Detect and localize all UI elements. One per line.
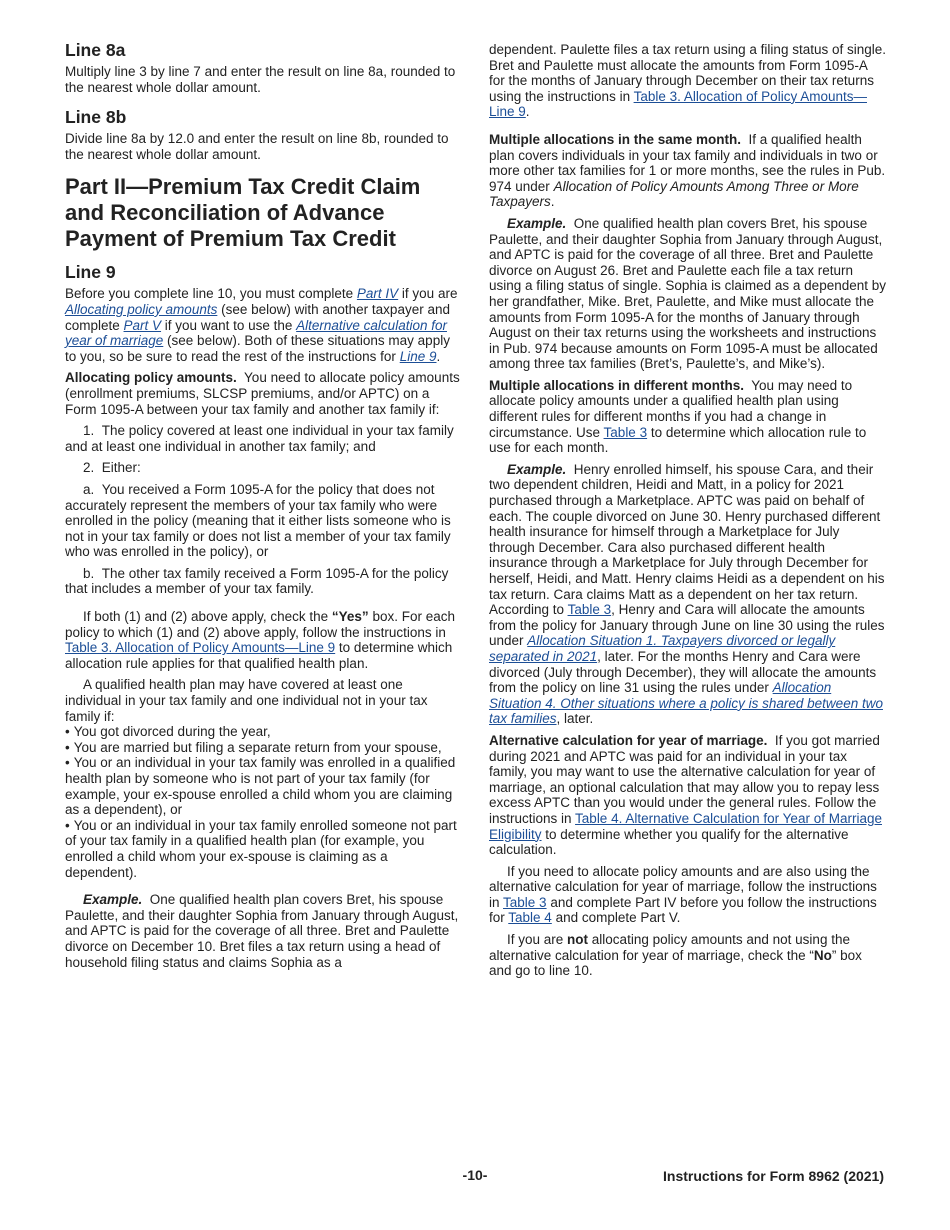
page-number: -10-	[462, 1167, 488, 1183]
example-label: Example.	[83, 892, 143, 908]
list-item: • You or an individual in your tax family enrolled someone not part of your tax family in a qualified health plan (for example, you enrolled a child whom your ex-spouse is claiming as a dependent).	[65, 818, 462, 880]
same-month-heading: Multiple allocations in the same month.	[489, 131, 742, 147]
allocating-heading: Allocating policy amounts.	[65, 370, 237, 386]
table4-link[interactable]: Table 4. Alternative Calculation for Year of Marriage Eligibility	[489, 810, 882, 842]
right-column	[489, 42, 886, 985]
example1-para: Example. One qualified health plan covers Bret, his spouse Paulette, and their daughter Sophia from January through August, and APTC is paid for the coverage of all three. Bret and Paulette divorce on August 26. Bret and Paulette each file a tax return using a filing status of single. Sophia is claimed as a dependent by her grandfather, Mike. Bret, Paulette, and Mike must allocate the amounts from Form 1095-A for the months of January through August on their tax returns using the worksheets and instructions in Pub. 974 because amounts on Form 1095-A must be allocated among three tax families (Bret’s, Paulette’s, and Mike’s).	[489, 215, 886, 372]
alternative-calculation-link[interactable]: Alternative calculation for year of marriage	[65, 317, 447, 349]
table3-link[interactable]: Table 3	[503, 894, 547, 910]
allocation-situation-4-link[interactable]: Allocation Situation 4. Other situations where a policy is shared between two tax families	[489, 680, 883, 727]
alt-calc-heading: Alternative calculation for year of marriage.	[489, 732, 768, 748]
line8a-text: Multiply line 3 by line 7 and enter the result on line 8a, rounded to the nearest whole dollar amount.	[65, 64, 456, 95]
part-v-link[interactable]: Part V	[123, 317, 162, 333]
table3-link[interactable]: Table 3	[603, 424, 648, 440]
allocation-situation-1-link[interactable]: Allocation Situation 1. Taxpayers divorced or legally separated in 2021	[489, 633, 836, 664]
alt-calc-para: Alternative calculation for year of marriage. If you got married during 2021 and APTC was paid for an individual in your tax family, you may want to use the alternative calculation for year of marriage, an optional calculation that may allow you to repay less excess APTC than you would under the general rules. Follow the instructions in Table 4. Alternative Calculation for Year of Marriage Eligibility to determine whether you qualify for the alternative calculation.	[489, 732, 882, 858]
qhp-intro: A qualified health plan may have covered at least one individual in your tax family and one individual not in your tax family if:	[65, 677, 428, 724]
allocating-policy-amounts-para: Allocating policy amounts. You need to allocate policy amounts (enrollment premiums, SLCSP premiums, and/or APTC) on a Form 1095-A between your tax family and another tax family if:	[65, 370, 460, 417]
condition-1: 1. The policy covered at least one individual in your tax family and at least one individual in another tax family; and	[65, 423, 454, 454]
condition-2a: a. You received a Form 1095-A for the policy that does not accurately represent the members of your tax family who were enrolled in the policy (meaning that it either lists someone who is not in your tax family or does not list a member of your tax family who was enrolled in the policy), or	[65, 481, 451, 560]
same-month-para: Multiple allocations in the same month. If a qualified health plan covers individuals in your tax family and individuals in two or more other tax families for 1 or more months, see the rules in Pub. 974 under Allocation of Policy Amounts Among Three or More Taxpayers.	[489, 131, 886, 210]
condition-2b: b. The other tax family received a Form 1095-A for the policy that includes a member of your tax family.	[65, 565, 449, 597]
condition-2: 2. Either:	[83, 460, 141, 476]
line8b-heading: Line 8b	[65, 107, 127, 128]
example2-para: Example. Henry enrolled himself, his spouse Cara, and their two dependent children, Heidi and Matt, in a policy for 2021 purchased through a Marketplace. APTC was paid on behalf of each. The couple divorced on June 30. Henry purchased different health insurance for himself through a Marketplace for July through December. Cara also purchased different health insurance through a Marketplace for July through December for herself, Heidi, and Matt. Henry claims Heidi as a dependent on his tax return. Cara claims Matt as a dependent on her tax return. According to Table 3, Henry and Cara will allocate the amounts from the policy for January through June on line 30 using the rules under Allocation Situation 1. Taxpayers divorced or legally separated in 2021, later. For the months Henry and Cara were divorced (July through December), they will allocate the amounts from the policy on line 31 using the rules under Allocation Situation 4. Other situations where a policy is shared between two tax families, later.	[489, 461, 885, 727]
line8a-heading: Line 8a	[65, 40, 126, 60]
table3-link[interactable]: Table 3	[567, 602, 612, 618]
yes-box-para: If both (1) and (2) above apply, check the “Yes” box. For each policy to which (1) and (2) above apply, follow the instructions in Table 3. Allocation of Policy Amounts—Line 9 to determine which allocation rule applies for that qualified health plan.	[65, 609, 455, 671]
example-label: Example.	[507, 461, 567, 477]
footer-title: Instructions for Form 8962 (2021)	[663, 1168, 884, 1184]
continued-example: dependent. Paulette files a tax return using a filing status of single. Bret and Paulette must allocate the amounts from Form 1095-A for the months of January through December on their tax returns using the instructions in Table 3. Allocation of Policy Amounts—Line 9.	[489, 42, 886, 120]
line9-intro: Before you complete line 10, you must complete Part IV if you are Allocating policy amounts (see below) with another taxpayer and complete Part V if you want to use the Alternative calculation for year of marriage (see below). Both of these situations may apply to you, so be sure to read the rest of the instructions for Line 9.	[65, 286, 458, 364]
example-para: Example. One qualified health plan covers Bret, his spouse Paulette, and their daughter Sophia from January through August, and APTC is paid for the coverage of all three. Bret and Paulette divorce on December 10. Bret files a tax return using a head of household filing status and claims Sophia as a	[65, 892, 459, 970]
line8b-text: Divide line 8a by 12.0 and enter the result on line 8b, rounded to the nearest whole dollar amount.	[65, 131, 449, 162]
no-box-para: If you are not allocating policy amounts and not using the alternative calculation for year of marriage, check the “No” box and go to line 10.	[489, 932, 862, 979]
table3-link[interactable]: Table 3. Allocation of Policy Amounts—Line 9	[65, 640, 336, 656]
part-iv-link[interactable]: Part IV	[356, 286, 399, 302]
table3-link[interactable]: Table 3. Allocation of Policy Amounts—Line 9	[489, 88, 867, 120]
list-item: • You are married but filing a separate return from your spouse,	[65, 740, 462, 756]
part2-title: Part II—Premium Tax Credit Claim and Reconciliation of Advance Payment of Premium Tax Credit	[65, 174, 421, 252]
line9-heading: Line 9	[65, 262, 116, 283]
table4-link[interactable]: Table 4	[508, 910, 552, 926]
list-item: • You got divorced during the year,	[65, 724, 462, 740]
bullet-list	[65, 724, 462, 880]
diff-month-para: Multiple allocations in different months. You may need to allocate policy amounts under a qualified health plan using different rules for different months if you had a change in circumstance. Use Table 3 to determine which allocation rule to use for each month.	[489, 377, 867, 456]
both-para: If you need to allocate policy amounts and are also using the alternative calculation for year of marriage, follow the instructions in Table 3 and complete Part IV before you follow the instructions for Table 4 and complete Part V.	[489, 863, 877, 926]
line9-link[interactable]: Line 9	[399, 348, 437, 364]
list-item: • You or an individual in your tax family was enrolled in a qualified health plan by someone who is not part of your tax family (for example, your ex-spouse enrolled a child whom you are claiming as a dependent), or	[65, 755, 462, 817]
example-label: Example.	[507, 215, 567, 231]
diff-month-heading: Multiple allocations in different months.	[489, 377, 745, 393]
allocating-policy-amounts-link[interactable]: Allocating policy amounts	[65, 301, 218, 317]
left-column	[65, 40, 462, 976]
